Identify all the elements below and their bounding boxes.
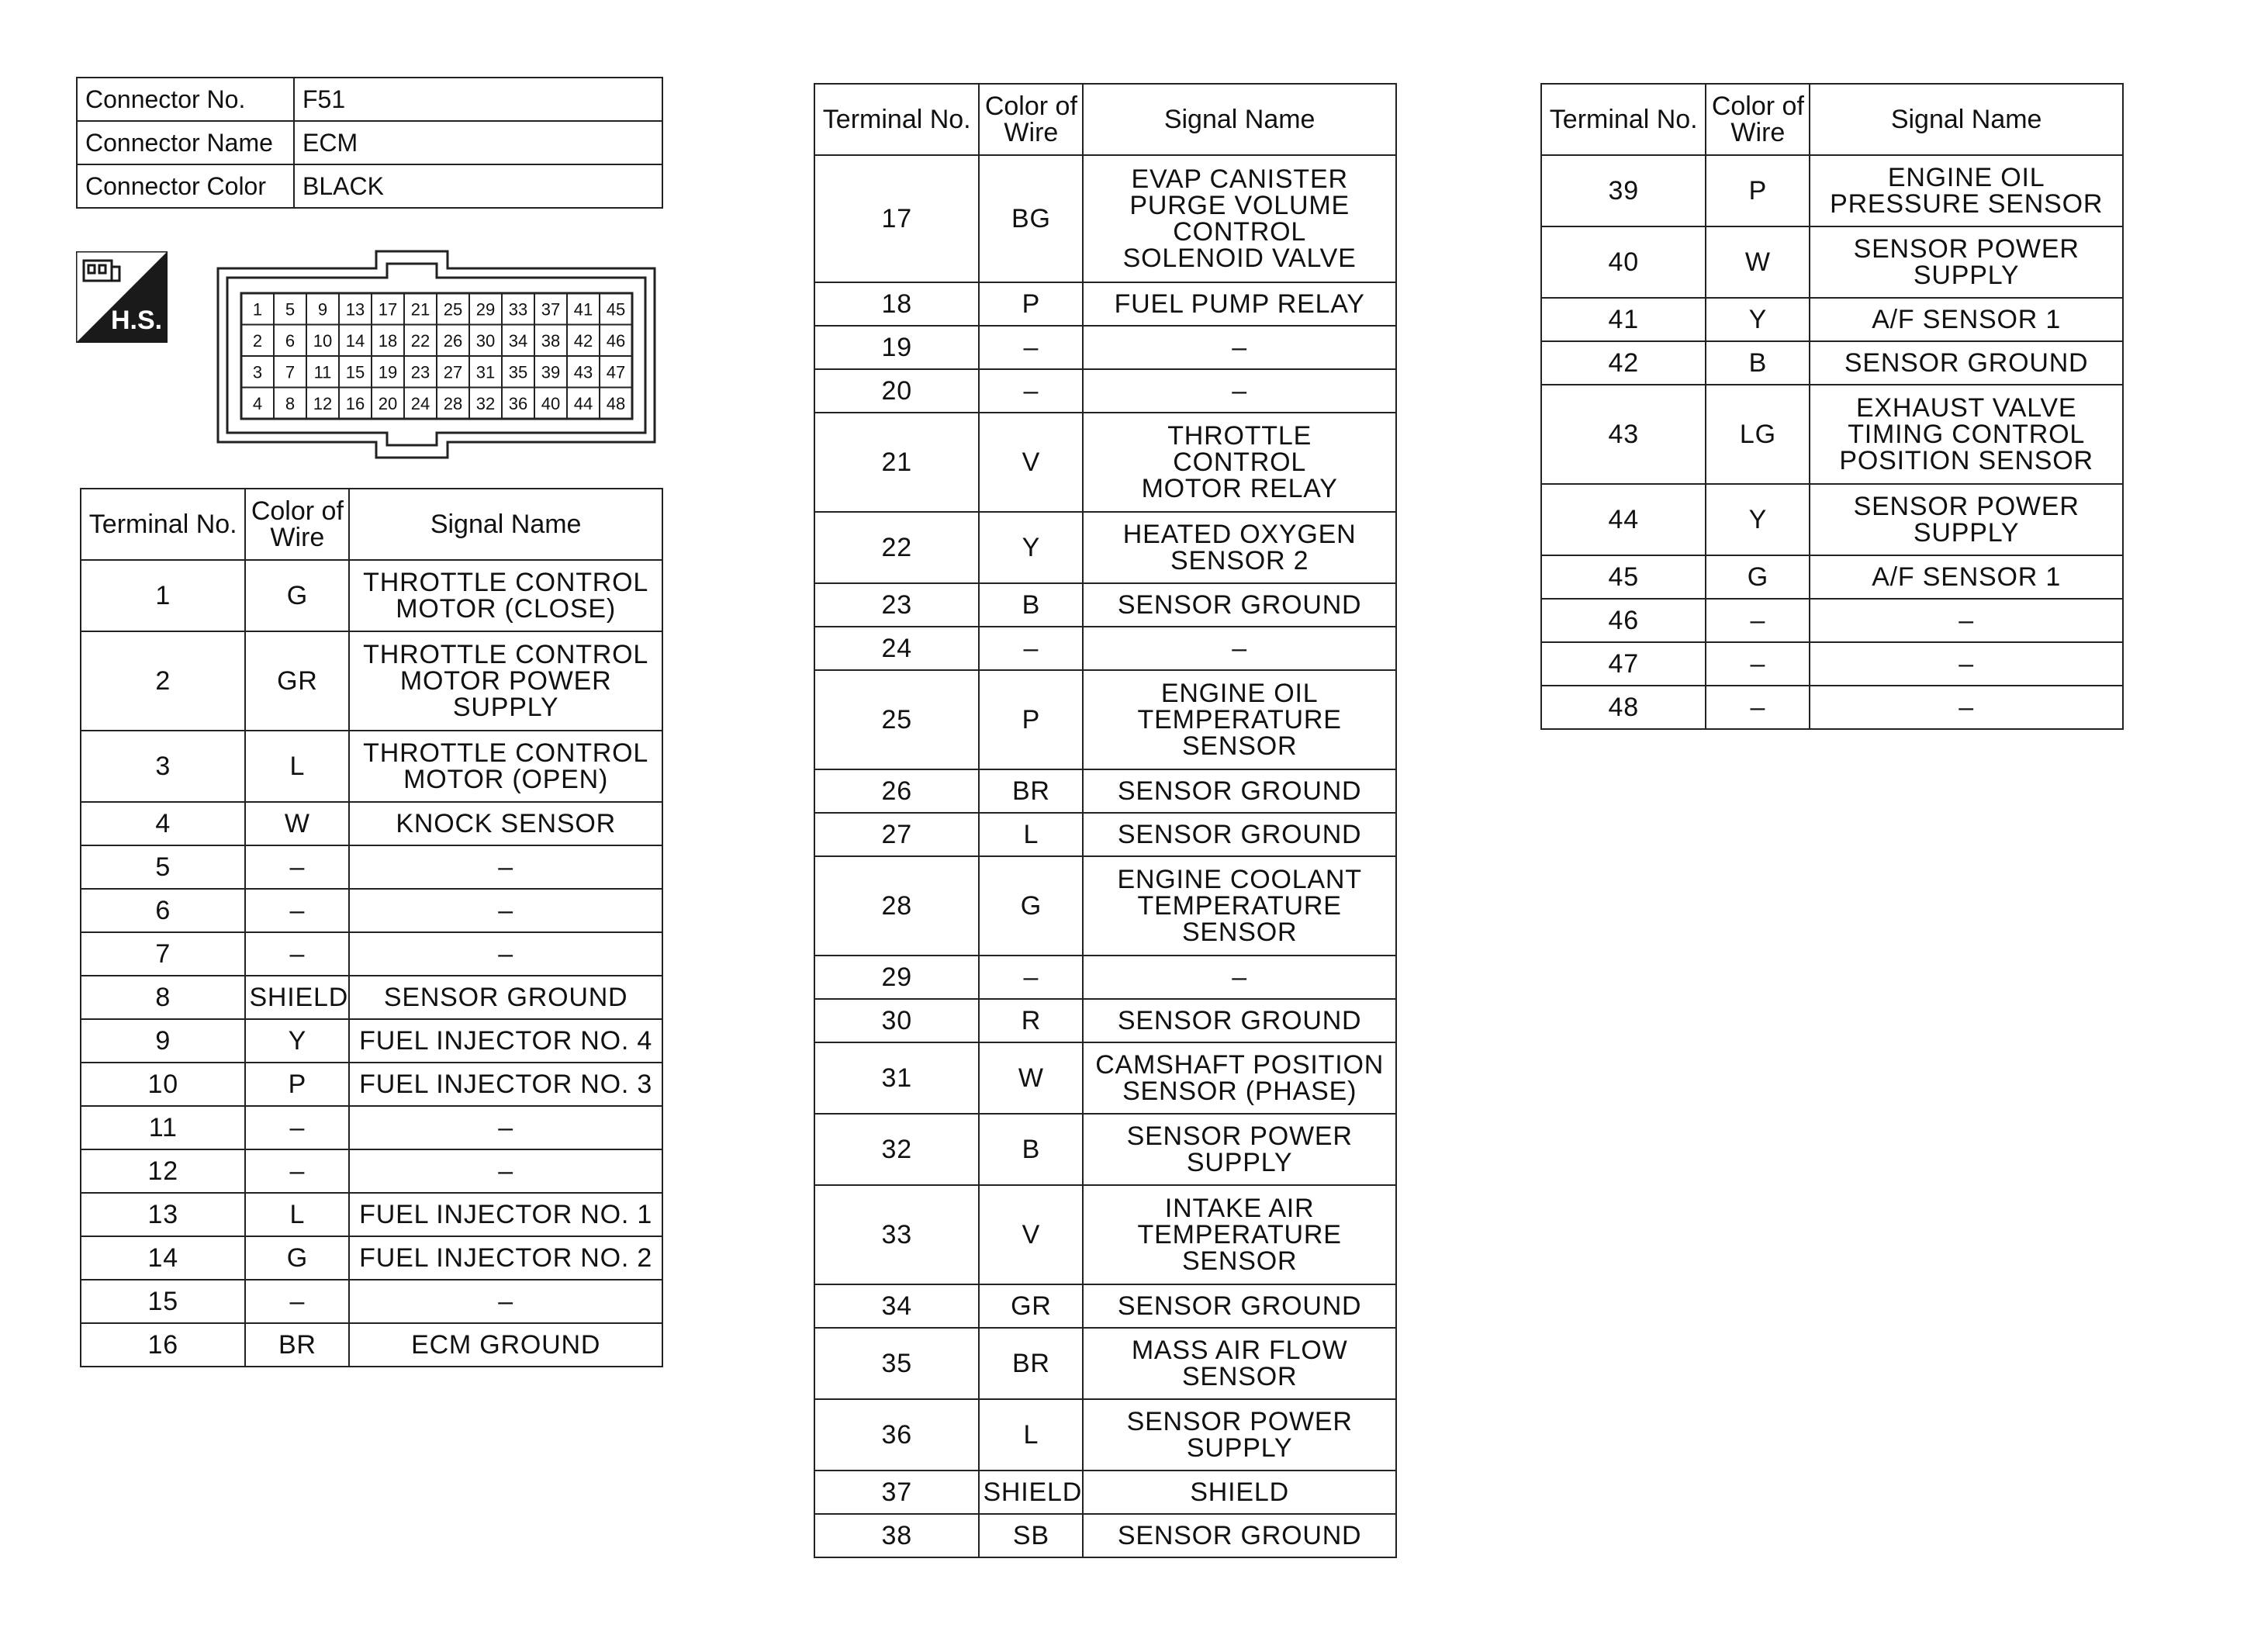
signal-name-cell: – xyxy=(1083,369,1396,413)
terminal-number-cell: 16 xyxy=(81,1323,245,1367)
connector-pin-number: 10 xyxy=(313,330,333,351)
wire-color-cell: – xyxy=(1706,686,1810,729)
signal-name-cell: – xyxy=(349,889,662,932)
terminal-number-cell: 47 xyxy=(1541,642,1706,686)
table-row xyxy=(814,1185,1396,1284)
connector-pin-number: 12 xyxy=(313,393,333,413)
terminal-number-cell: 39 xyxy=(1541,155,1706,226)
terminal-number-cell: 12 xyxy=(81,1149,245,1193)
signal-name-cell: FUEL INJECTOR NO. 3 xyxy=(349,1063,662,1106)
terminal-number-cell: 27 xyxy=(814,813,979,856)
terminal-number-cell: 18 xyxy=(814,282,979,326)
wire-color-cell: LG xyxy=(1706,385,1810,484)
table-row xyxy=(814,326,1396,369)
terminal-number-cell: 42 xyxy=(1541,341,1706,385)
connector-color-row xyxy=(77,164,662,208)
wire-color-cell: – xyxy=(245,1280,349,1323)
connector-pin-number: 6 xyxy=(285,330,296,351)
connector-pin-number: 36 xyxy=(508,393,528,413)
terminal-number-cell: 31 xyxy=(814,1042,979,1114)
connector-pin-number: 40 xyxy=(541,393,561,413)
connector-pin-number: 44 xyxy=(573,393,593,413)
wire-color-cell: B xyxy=(979,1114,1083,1185)
table-row xyxy=(81,631,662,731)
wire-color-cell: – xyxy=(979,956,1083,999)
wire-color-cell: G xyxy=(979,856,1083,956)
connector-pin-number: 2 xyxy=(252,330,263,351)
connector-pin-number: 20 xyxy=(378,393,398,413)
wire-color-cell: B xyxy=(1706,341,1810,385)
terminal-number-cell: 41 xyxy=(1541,298,1706,341)
terminal-number-cell: 29 xyxy=(814,956,979,999)
connector-pin-number: 19 xyxy=(378,362,398,382)
table-row xyxy=(81,731,662,802)
signal-name-cell: KNOCK SENSOR xyxy=(349,802,662,845)
terminal-number-cell: 13 xyxy=(81,1193,245,1236)
signal-name-cell: SENSOR POWER SUPPLY xyxy=(1810,226,2123,298)
wire-color-cell: BR xyxy=(245,1323,349,1367)
table-row xyxy=(814,1471,1396,1514)
signal-name-cell: A/F SENSOR 1 xyxy=(1810,298,2123,341)
terminal-number-cell: 11 xyxy=(81,1106,245,1149)
table-row xyxy=(814,1284,1396,1328)
wire-color-cell: G xyxy=(1706,555,1810,599)
connector-info-table xyxy=(76,77,663,209)
terminal-number-cell: 21 xyxy=(814,413,979,512)
table-row xyxy=(814,1328,1396,1399)
table-row xyxy=(1541,226,2123,298)
terminal-table-1 xyxy=(80,488,663,1367)
table-header-row xyxy=(814,84,1396,155)
connector-color-value: BLACK xyxy=(294,164,662,208)
table-row xyxy=(814,856,1396,956)
signal-name-cell: – xyxy=(1810,642,2123,686)
connector-number-label: Connector No. xyxy=(77,78,294,121)
connector-pin-number: 26 xyxy=(443,330,463,351)
connector-name-label: Connector Name xyxy=(77,121,294,164)
wire-color-cell: GR xyxy=(245,631,349,731)
signal-name-cell: – xyxy=(1083,956,1396,999)
table-row xyxy=(81,1236,662,1280)
terminal-number-cell: 46 xyxy=(1541,599,1706,642)
connector-pin-number: 30 xyxy=(475,330,496,351)
wire-color-cell: SB xyxy=(979,1514,1083,1557)
terminal-number-cell: 15 xyxy=(81,1280,245,1323)
wire-color-cell: – xyxy=(979,369,1083,413)
signal-name-cell: – xyxy=(349,1280,662,1323)
signal-name-cell: – xyxy=(349,932,662,976)
signal-name-cell: ECM GROUND xyxy=(349,1323,662,1367)
signal-name-cell: SENSOR GROUND xyxy=(349,976,662,1019)
connector-pin-number: 4 xyxy=(252,393,263,413)
terminal-number-cell: 5 xyxy=(81,845,245,889)
table-row xyxy=(81,976,662,1019)
terminal-number-cell: 8 xyxy=(81,976,245,1019)
signal-name-cell: – xyxy=(349,1149,662,1193)
connector-name-value: ECM xyxy=(294,121,662,164)
wire-color-cell: B xyxy=(979,583,1083,627)
terminal-number-cell: 35 xyxy=(814,1328,979,1399)
terminal-number-cell: 44 xyxy=(1541,484,1706,555)
table-row xyxy=(814,999,1396,1042)
color-of-wire-header: Color of Wire xyxy=(979,84,1083,155)
table-row xyxy=(81,1106,662,1149)
table-row xyxy=(814,512,1396,583)
table-row xyxy=(814,769,1396,813)
signal-name-cell: SENSOR POWER SUPPLY xyxy=(1083,1399,1396,1471)
connector-pin-number: 22 xyxy=(410,330,430,351)
connector-name-row xyxy=(77,121,662,164)
signal-name-header: Signal Name xyxy=(1083,84,1396,155)
wire-color-cell: P xyxy=(979,670,1083,769)
terminal-number-cell: 4 xyxy=(81,802,245,845)
wire-color-cell: G xyxy=(245,560,349,631)
table-header-row xyxy=(1541,84,2123,155)
signal-name-cell: SENSOR GROUND xyxy=(1810,341,2123,385)
table-row xyxy=(81,932,662,976)
table-row xyxy=(814,1042,1396,1114)
terminal-no-header: Terminal No. xyxy=(81,489,245,560)
terminal-number-cell: 19 xyxy=(814,326,979,369)
connector-pin-number: 45 xyxy=(606,299,626,320)
terminal-number-cell: 3 xyxy=(81,731,245,802)
signal-name-cell: ENGINE COOLANT TEMPERATURE SENSOR xyxy=(1083,856,1396,956)
terminal-number-cell: 25 xyxy=(814,670,979,769)
wire-color-cell: SHIELD xyxy=(979,1471,1083,1514)
color-of-wire-header: Color of Wire xyxy=(1706,84,1810,155)
table-row xyxy=(81,889,662,932)
wire-color-cell: BR xyxy=(979,769,1083,813)
table-row xyxy=(814,1114,1396,1185)
table-row xyxy=(1541,642,2123,686)
wire-color-cell: W xyxy=(1706,226,1810,298)
connector-pin-number: 33 xyxy=(508,299,528,320)
wire-color-cell: V xyxy=(979,1185,1083,1284)
table-row xyxy=(1541,341,2123,385)
connector-pin-number: 48 xyxy=(606,393,626,413)
connector-pin-number: 27 xyxy=(443,362,463,382)
wire-color-cell: W xyxy=(979,1042,1083,1114)
wire-color-cell: SHIELD xyxy=(245,976,349,1019)
connector-pin-number: 25 xyxy=(443,299,463,320)
terminal-number-cell: 28 xyxy=(814,856,979,956)
table-row xyxy=(814,813,1396,856)
table-row xyxy=(1541,686,2123,729)
wire-color-cell: P xyxy=(245,1063,349,1106)
terminal-number-cell: 22 xyxy=(814,512,979,583)
wire-color-cell: L xyxy=(245,731,349,802)
signal-name-cell: FUEL INJECTOR NO. 2 xyxy=(349,1236,662,1280)
signal-name-cell: – xyxy=(1810,686,2123,729)
table-row xyxy=(1541,385,2123,484)
connector-pin-number: 17 xyxy=(378,299,398,320)
terminal-number-cell: 38 xyxy=(814,1514,979,1557)
connector-pin-number: 28 xyxy=(443,393,463,413)
wire-color-cell: – xyxy=(979,627,1083,670)
table-row xyxy=(81,1323,662,1367)
table-row xyxy=(81,1019,662,1063)
wire-color-cell: – xyxy=(245,1149,349,1193)
signal-name-cell: EXHAUST VALVE TIMING CONTROL POSITION SENSOR xyxy=(1810,385,2123,484)
terminal-number-cell: 40 xyxy=(1541,226,1706,298)
signal-name-cell: SENSOR GROUND xyxy=(1083,1514,1396,1557)
signal-name-cell: SENSOR GROUND xyxy=(1083,769,1396,813)
signal-name-cell: SENSOR GROUND xyxy=(1083,999,1396,1042)
terminal-number-cell: 26 xyxy=(814,769,979,813)
signal-name-cell: ENGINE OIL TEMPERATURE SENSOR xyxy=(1083,670,1396,769)
table-row xyxy=(814,583,1396,627)
table-row xyxy=(1541,484,2123,555)
terminal-number-cell: 43 xyxy=(1541,385,1706,484)
terminal-number-cell: 36 xyxy=(814,1399,979,1471)
signal-name-cell: SENSOR GROUND xyxy=(1083,813,1396,856)
table-row xyxy=(814,1399,1396,1471)
signal-name-cell: THROTTLE CONTROL MOTOR RELAY xyxy=(1083,413,1396,512)
terminal-number-cell: 30 xyxy=(814,999,979,1042)
terminal-table-2 xyxy=(814,83,1397,1558)
wire-color-cell: Y xyxy=(245,1019,349,1063)
connector-pin-number: 14 xyxy=(345,330,365,351)
wire-color-cell: BR xyxy=(979,1328,1083,1399)
terminal-number-cell: 9 xyxy=(81,1019,245,1063)
connector-pin-number: 37 xyxy=(541,299,561,320)
signal-name-cell: ENGINE OIL PRESSURE SENSOR xyxy=(1810,155,2123,226)
table-row xyxy=(1541,298,2123,341)
signal-name-cell: HEATED OXYGEN SENSOR 2 xyxy=(1083,512,1396,583)
terminal-number-cell: 10 xyxy=(81,1063,245,1106)
table-header-row xyxy=(81,489,662,560)
signal-name-cell: THROTTLE CONTROL MOTOR POWER SUPPLY xyxy=(349,631,662,731)
table-row xyxy=(814,413,1396,512)
wire-color-cell: Y xyxy=(1706,484,1810,555)
terminal-number-cell: 48 xyxy=(1541,686,1706,729)
harness-side-icon xyxy=(76,251,168,343)
wire-color-cell: L xyxy=(979,1399,1083,1471)
terminal-number-cell: 2 xyxy=(81,631,245,731)
wire-color-cell: G xyxy=(245,1236,349,1280)
table-row xyxy=(814,155,1396,282)
wire-color-cell: – xyxy=(1706,599,1810,642)
connector-number-value: F51 xyxy=(294,78,662,121)
wire-color-cell: – xyxy=(1706,642,1810,686)
connector-pin-number: 18 xyxy=(378,330,398,351)
connector-pin-number: 34 xyxy=(508,330,528,351)
table-row xyxy=(814,1514,1396,1557)
wire-color-cell: R xyxy=(979,999,1083,1042)
connector-pin-number: 8 xyxy=(285,393,296,413)
terminal-number-cell: 17 xyxy=(814,155,979,282)
terminal-number-cell: 33 xyxy=(814,1185,979,1284)
wire-color-cell: V xyxy=(979,413,1083,512)
signal-name-cell: – xyxy=(349,1106,662,1149)
signal-name-cell: – xyxy=(1810,599,2123,642)
wire-color-cell: – xyxy=(245,889,349,932)
table-row xyxy=(1541,599,2123,642)
wire-color-cell: – xyxy=(245,932,349,976)
signal-name-cell: FUEL PUMP RELAY xyxy=(1083,282,1396,326)
terminal-number-cell: 14 xyxy=(81,1236,245,1280)
table-row xyxy=(81,802,662,845)
connector-pin-number: 11 xyxy=(313,362,332,382)
signal-name-cell: SENSOR POWER SUPPLY xyxy=(1083,1114,1396,1185)
wire-color-cell: GR xyxy=(979,1284,1083,1328)
terminal-number-cell: 1 xyxy=(81,560,245,631)
signal-name-cell: A/F SENSOR 1 xyxy=(1810,555,2123,599)
connector-pin-number: 35 xyxy=(508,362,528,382)
connector-pin-number: 13 xyxy=(345,299,365,320)
signal-name-cell: INTAKE AIR TEMPERATURE SENSOR xyxy=(1083,1185,1396,1284)
signal-name-cell: FUEL INJECTOR NO. 4 xyxy=(349,1019,662,1063)
connector-pin-number: 41 xyxy=(573,299,593,320)
signal-name-header: Signal Name xyxy=(1810,84,2123,155)
connector-pin-number: 47 xyxy=(606,362,626,382)
signal-name-cell: SENSOR POWER SUPPLY xyxy=(1810,484,2123,555)
connector-pin-number: 21 xyxy=(410,299,430,320)
wire-color-cell: BG xyxy=(979,155,1083,282)
wire-color-cell: – xyxy=(245,845,349,889)
signal-name-cell: MASS AIR FLOW SENSOR xyxy=(1083,1328,1396,1399)
color-of-wire-header: Color of Wire xyxy=(245,489,349,560)
terminal-number-cell: 32 xyxy=(814,1114,979,1185)
table-row xyxy=(814,369,1396,413)
signal-name-cell: SENSOR GROUND xyxy=(1083,583,1396,627)
wire-color-cell: – xyxy=(245,1106,349,1149)
connector-pin-number: 46 xyxy=(606,330,626,351)
table-row xyxy=(1541,155,2123,226)
terminal-number-cell: 6 xyxy=(81,889,245,932)
table-row xyxy=(81,845,662,889)
wire-color-cell: Y xyxy=(1706,298,1810,341)
table-row xyxy=(81,1193,662,1236)
signal-name-cell: EVAP CANISTER PURGE VOLUME CONTROL SOLENOID VALVE xyxy=(1083,155,1396,282)
connector-pin-number: 9 xyxy=(317,299,328,320)
terminal-table-3 xyxy=(1540,83,2124,730)
terminal-number-cell: 45 xyxy=(1541,555,1706,599)
connector-pin-number: 1 xyxy=(252,299,263,320)
connector-pin-number: 38 xyxy=(541,330,561,351)
wire-color-cell: P xyxy=(1706,155,1810,226)
connector-diagram xyxy=(213,247,659,462)
signal-name-cell: – xyxy=(1083,326,1396,369)
terminal-number-cell: 20 xyxy=(814,369,979,413)
connector-pin-number: 15 xyxy=(345,362,365,382)
terminal-number-cell: 34 xyxy=(814,1284,979,1328)
table-row xyxy=(81,560,662,631)
terminal-no-header: Terminal No. xyxy=(1541,84,1706,155)
table-row xyxy=(81,1149,662,1193)
connector-pin-number: 23 xyxy=(410,362,430,382)
signal-name-cell: SENSOR GROUND xyxy=(1083,1284,1396,1328)
terminal-number-cell: 23 xyxy=(814,583,979,627)
table-row xyxy=(1541,555,2123,599)
connector-pin-number: 43 xyxy=(573,362,593,382)
connector-pin-number: 3 xyxy=(252,362,263,382)
wire-color-cell: L xyxy=(245,1193,349,1236)
table-row xyxy=(81,1063,662,1106)
connector-pin-number: 24 xyxy=(410,393,430,413)
connector-pin-number: 42 xyxy=(573,330,593,351)
signal-name-cell: FUEL INJECTOR NO. 1 xyxy=(349,1193,662,1236)
connector-pin-number: 39 xyxy=(541,362,561,382)
signal-name-cell: – xyxy=(349,845,662,889)
connector-pin-number: 5 xyxy=(285,299,296,320)
signal-name-cell: CAMSHAFT POSITION SENSOR (PHASE) xyxy=(1083,1042,1396,1114)
terminal-no-header: Terminal No. xyxy=(814,84,979,155)
signal-name-cell: THROTTLE CONTROL MOTOR (CLOSE) xyxy=(349,560,662,631)
terminal-number-cell: 24 xyxy=(814,627,979,670)
connector-pin-number: 29 xyxy=(475,299,496,320)
wire-color-cell: P xyxy=(979,282,1083,326)
table-row xyxy=(814,627,1396,670)
wire-color-cell: – xyxy=(979,326,1083,369)
signal-name-cell: SHIELD xyxy=(1083,1471,1396,1514)
terminal-number-cell: 7 xyxy=(81,932,245,976)
wire-color-cell: W xyxy=(245,802,349,845)
wire-color-cell: L xyxy=(979,813,1083,856)
connector-pin-number: 16 xyxy=(345,393,365,413)
table-row xyxy=(81,1280,662,1323)
connector-pin-number: 31 xyxy=(475,362,496,382)
terminal-number-cell: 37 xyxy=(814,1471,979,1514)
badge-text: H.S. xyxy=(110,306,163,335)
connector-pin-number: 32 xyxy=(475,393,496,413)
table-row xyxy=(814,282,1396,326)
connector-color-label: Connector Color xyxy=(77,164,294,208)
connector-pin-number: 7 xyxy=(285,362,296,382)
signal-name-header: Signal Name xyxy=(349,489,662,560)
signal-name-cell: THROTTLE CONTROL MOTOR (OPEN) xyxy=(349,731,662,802)
connector-number-row xyxy=(77,78,662,121)
signal-name-cell: – xyxy=(1083,627,1396,670)
table-row xyxy=(814,956,1396,999)
table-row xyxy=(814,670,1396,769)
wire-color-cell: Y xyxy=(979,512,1083,583)
